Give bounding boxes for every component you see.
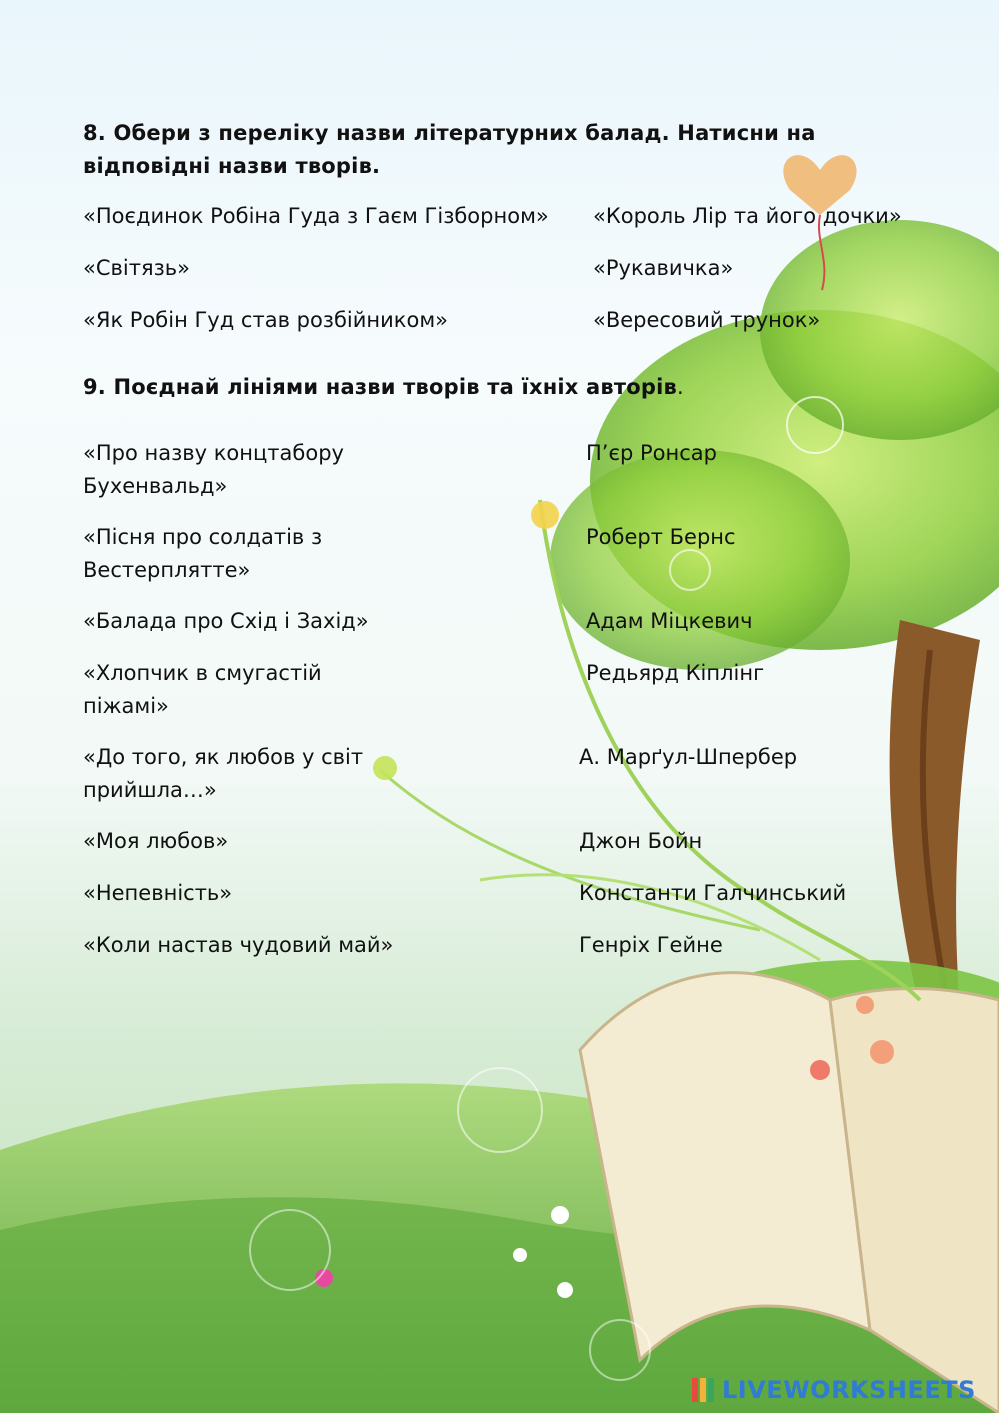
work-item-my-love[interactable]: «Моя любов» xyxy=(83,829,229,853)
question-8-title: 8. Обери з переліку назви літературних балад. Натисни на відповідні назви творів. xyxy=(83,121,816,178)
author-item-kipling[interactable]: Редьярд Кіплінг xyxy=(586,661,765,685)
ballad-option-rukavychka[interactable]: «Рукавичка» xyxy=(593,256,734,280)
work-item-buchenwald[interactable]: «Про назву концтабору Бухенвальд» xyxy=(83,441,344,498)
work-item-wonderful-may[interactable]: «Коли настав чудовий май» xyxy=(83,933,394,957)
author-item-boyne[interactable]: Джон Бойн xyxy=(579,829,703,853)
question-9-title-text: 9. Поєднай лініями назви творів та їхніх авторів xyxy=(83,375,678,399)
author-item-ronsard[interactable]: П’єр Ронсар xyxy=(586,441,717,465)
liveworksheets-footer xyxy=(690,1372,976,1408)
author-item-margul-sperber[interactable]: А. Марґул-Шпербер xyxy=(579,745,798,769)
question-9-title xyxy=(83,371,909,404)
ballad-option-robin-hood-outlaw[interactable]: «Як Робін Гуд став розбійником» xyxy=(83,308,449,332)
author-item-galczynski[interactable]: Константи Галчинський xyxy=(579,881,847,905)
author-item-heine[interactable]: Генріх Гейне xyxy=(579,933,723,957)
work-item-striped-pyjamas[interactable]: «Хлопчик в смугастій піжамі» xyxy=(83,661,322,718)
work-item-before-love[interactable]: «До того, як любов у світ прийшла…» xyxy=(83,745,364,802)
liveworksheets-brand: LIVEWORKSHEETS xyxy=(722,1376,976,1404)
author-item-burns[interactable]: Роберт Бернс xyxy=(586,525,736,549)
liveworksheets-logo-icon xyxy=(690,1376,718,1404)
work-item-uncertainty[interactable]: «Непевність» xyxy=(83,881,233,905)
author-item-mickiewicz[interactable]: Адам Міцкевич xyxy=(586,609,753,633)
ballad-option-king-lear[interactable]: «Король Лір та його дочки» xyxy=(593,204,902,228)
ballad-option-svitiaz[interactable]: «Світязь» xyxy=(83,256,190,280)
ballad-option-heather-ale[interactable]: «Вересовий трунок» xyxy=(593,308,821,332)
work-item-westerplatte[interactable]: «Пісня про солдатів з Вестерплятте» xyxy=(83,525,323,582)
work-item-east-west[interactable]: «Балада про Схід і Захід» xyxy=(83,609,369,633)
question-9-title-period: . xyxy=(677,375,684,399)
ballad-option-robin-hood-gisborne[interactable]: «Поєдинок Робіна Гуда з Гаєм Гізборном» xyxy=(83,204,549,228)
